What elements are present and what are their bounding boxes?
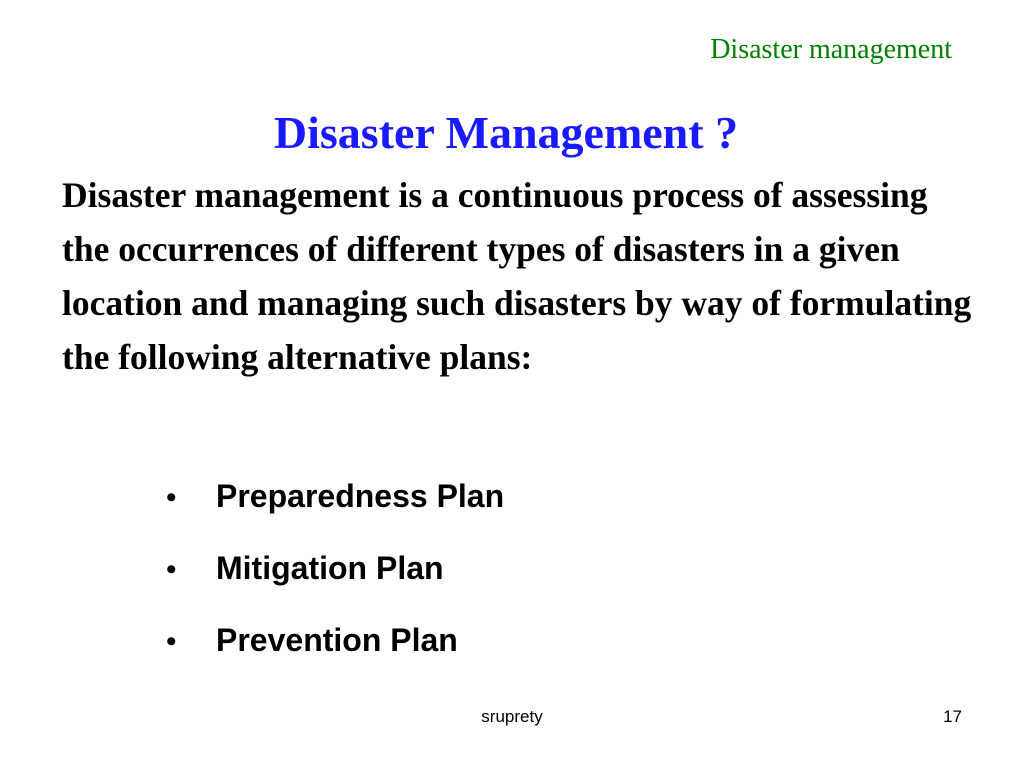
- bullet-icon: •: [166, 553, 177, 586]
- bullet-icon: •: [166, 481, 177, 514]
- plan-list: [166, 478, 504, 694]
- slide-header: Disaster management: [710, 34, 952, 65]
- list-item-label: Preparedness Plan: [216, 478, 505, 514]
- slide-title: Disaster Management ?: [273, 107, 739, 158]
- list-item-label: Mitigation Plan: [216, 550, 444, 586]
- list-item-prevention: [166, 622, 504, 694]
- list-item-mitigation: [166, 550, 504, 622]
- page-number: 17: [943, 707, 962, 726]
- body-paragraph: Disaster management is a continuous process of assessing the occurrences of different types of disasters in a given location and managing such disasters by way of formulating the following alternative plans:: [62, 175, 972, 377]
- footer-author: sruprety: [481, 707, 543, 726]
- bullet-icon: •: [166, 625, 177, 658]
- list-item-label: Prevention Plan: [216, 622, 458, 658]
- list-item-preparedness: [166, 478, 504, 550]
